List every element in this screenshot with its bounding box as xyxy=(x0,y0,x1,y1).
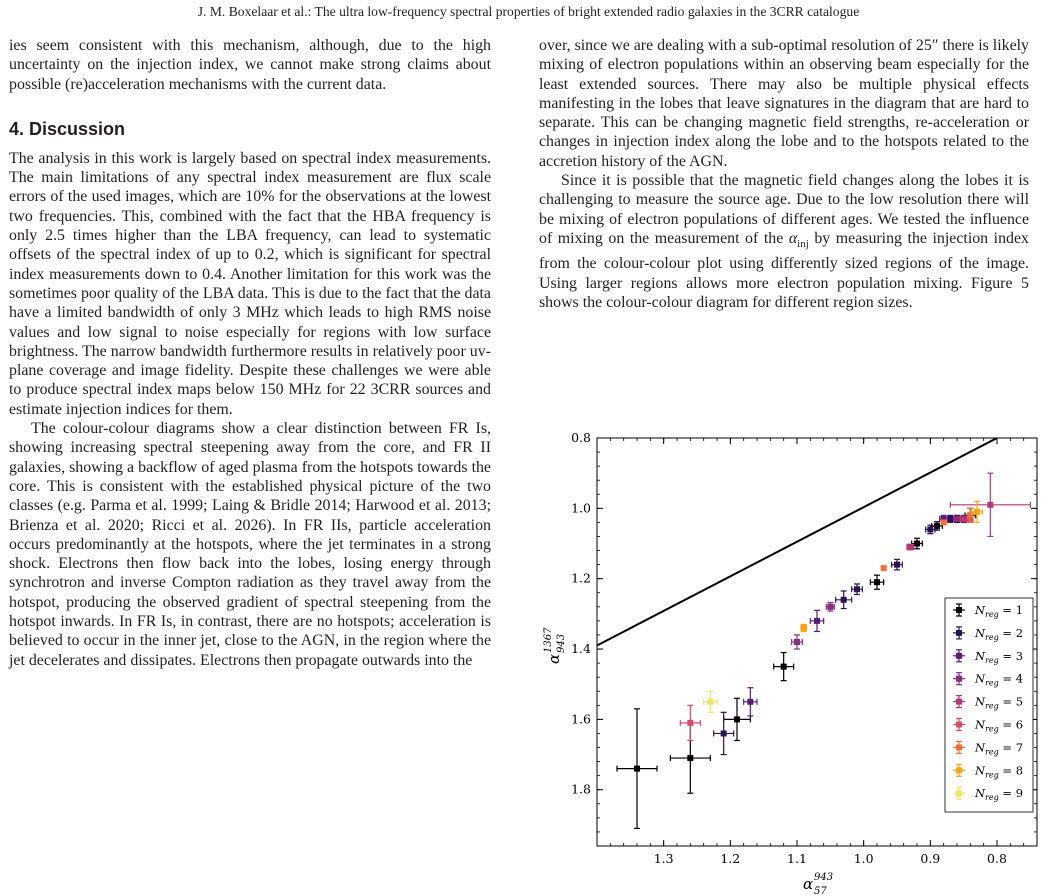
data-point xyxy=(907,544,913,550)
data-point xyxy=(974,509,980,515)
data-point xyxy=(794,639,800,645)
legend-marker xyxy=(956,767,962,773)
legend-marker xyxy=(956,722,962,728)
x-axis-sup: 943 xyxy=(814,872,834,883)
data-point xyxy=(734,716,740,722)
data-point xyxy=(854,586,860,592)
series-1 xyxy=(617,508,976,828)
right-paragraph-1: over, since we are dealing with a sub-optimal resolution of 25″ there is likely mixing of electron populations within an observing beam especially for the least extended sources. There may also be multiple physical effects manifesting in the lobes that leave signatures in the diagram that are hard to separate. This can be changing magnetic field strengths, re-acceleration or changes in injection index along the lobe and to the hotspots related to the accretion history of the AGN. xyxy=(539,37,1029,170)
data-point xyxy=(707,699,713,705)
y-tick-label: 1.0 xyxy=(571,500,591,516)
data-point xyxy=(781,664,787,670)
y-tick-label: 1.2 xyxy=(571,570,591,586)
data-point xyxy=(881,565,887,571)
series-2 xyxy=(714,515,968,754)
legend-entry: $N_{reg} = 1$ xyxy=(975,603,1024,619)
data-point xyxy=(721,730,727,736)
data-point xyxy=(801,625,807,631)
x-tick-label: 0.8 xyxy=(987,851,1007,866)
y-axis-sub: 943 xyxy=(556,633,567,653)
legend-marker xyxy=(956,607,962,613)
legend-marker xyxy=(956,790,962,796)
left-column xyxy=(9,36,491,670)
series-9 xyxy=(704,691,717,712)
discussion-paragraph-2: The colour-colour diagrams show a clear distinction between FR Is, showing increasing spectral steepening away from the core, and FR II galaxies, showing a backflow of aged plasma from the hotspots towards the core. This is consistent with the established physical picture of the two classes (e.g. Parma et al. 1999; Laing & Bridle 2014; Harwood et al. 2013; Brienza et al. 2020; Ricci et al. 2026). In FR IIs, particle acceleration occurs predominantly at the hotspots, where the jet terminates in a strong shock. Electrons then flow back into the lobes, losing energy through synchrotron and inverse Compton radiation as they travel away from the hotspot, producing the observed gradient of spectral steepening from the hotspot inwards. In FR Is, in contrast, there are no hotspots; acceleration is believed to occur in the inner jet, close to the AGN, in the region where the jet decelerates and dissipates. Electrons then propagate outwards into the xyxy=(9,420,491,669)
data-point xyxy=(841,597,847,603)
data-point xyxy=(894,562,900,568)
paragraph-text-a: Since it is possible that the magnetic field changes along the lobes it is challenging to measure the source age. Due to the low resolution there will be mixing of electron populations of different ages. We tested the influence of mixing on the measurement of the xyxy=(539,172,1029,247)
paragraph-text-b: by measuring the injection index from the colour-colour plot using differently sized regions of the image. Using larger regions allows more electron population mixing. Figure 5 shows the colour-colour diagram for different region sizes. xyxy=(539,229,1029,312)
data-point xyxy=(961,516,967,522)
y-tick-label: 0.8 xyxy=(571,430,591,445)
legend-marker xyxy=(956,630,962,636)
section-heading: 4. Discussion xyxy=(9,118,126,139)
data-point xyxy=(914,541,920,547)
intro-paragraph: ies seem consistent with this mechanism, although, due to the high uncertainty on the injection index, we cannot make strong claims about possible (re)acceleration mechanisms with the current data. xyxy=(9,37,491,93)
legend-entry: $N_{reg} = 7$ xyxy=(975,740,1024,757)
legend-entry: $N_{reg} = 5$ xyxy=(975,694,1024,711)
y-tick-label: 1.4 xyxy=(571,641,591,657)
data-point xyxy=(747,699,753,705)
x-axis-label xyxy=(803,875,813,893)
colour-colour-figure xyxy=(539,428,1049,896)
y-tick-label: 1.8 xyxy=(571,781,591,797)
data-point xyxy=(814,618,820,624)
data-point xyxy=(987,502,993,508)
data-point xyxy=(687,755,693,761)
series-6 xyxy=(680,516,973,741)
data-point xyxy=(954,516,960,522)
data-point xyxy=(687,720,693,726)
data-point xyxy=(827,604,833,610)
x-tick-label: 1.2 xyxy=(720,851,741,866)
right-paragraph-2 xyxy=(539,171,1029,312)
legend-entry: $N_{reg} = 9$ xyxy=(975,786,1024,803)
discussion-paragraph-1: The analysis in this work is largely based on spectral index measurements. The main limitations of any spectral index measurement are flux scale errors of the used images, which are 10% for the observations at the lowest two frequencies. This, combined with the fact that the HBA frequency is only 2.5 times higher than the LBA frequency, can lead to systematic offsets of the spectral index of up to 0.2, which is significant for spectral index measurements down to 0.4. Another limitation for this work was the sometimes poor quality of the LBA data. This is due to the fact that the data have a limited bandwidth of only 3 MHz which leads to high RMS noise values and low signal to noise especially for regions with low surface brightness. The narrow bandwidth furthermore results in relatively poor uv-plane coverage and image fidelity. Despite these challenges we were able to produce spectral index maps below 150 MHz for 22 3CRR sources and estimate injection indices for them. xyxy=(9,149,491,418)
x-tick-label: 1.0 xyxy=(853,851,874,866)
legend-entry: $N_{reg} = 4$ xyxy=(975,671,1024,688)
reference-line xyxy=(597,438,997,646)
data-point xyxy=(634,766,640,772)
data-point xyxy=(967,512,973,518)
x-tick-label: 1.3 xyxy=(653,851,674,866)
legend-entry: $N_{reg} = 8$ xyxy=(975,763,1024,780)
colour-colour-chart xyxy=(539,428,1049,896)
x-axis-sub: 57 xyxy=(814,886,827,896)
alpha-symbol: α xyxy=(788,229,798,247)
legend-entry: $N_{reg} = 3$ xyxy=(975,648,1024,665)
legend-marker xyxy=(956,653,962,659)
alpha-subscript: inj xyxy=(797,238,809,251)
y-axis-label xyxy=(543,627,567,664)
legend-entry: $N_{reg} = 2$ xyxy=(975,625,1024,642)
data-point xyxy=(941,519,947,525)
legend-marker xyxy=(956,744,962,750)
y-axis-symbol: α xyxy=(545,653,563,664)
data-point xyxy=(874,579,880,585)
x-tick-label: 0.9 xyxy=(920,851,941,866)
x-axis-symbol: α xyxy=(803,875,814,893)
data-point xyxy=(927,526,933,532)
right-column xyxy=(539,36,1029,312)
x-tick-label: 1.1 xyxy=(787,851,807,866)
y-tick-label: 1.6 xyxy=(571,711,591,727)
y-axis-sup: 1367 xyxy=(543,627,554,653)
running-header: J. M. Boxelaar et al.: The ultra low-frequency spectral properties of bright extended radio galaxies in the 3CRR catalogue xyxy=(197,4,860,19)
legend-marker xyxy=(956,676,962,682)
series-5 xyxy=(907,473,1030,550)
legend-marker xyxy=(956,699,962,705)
legend-entry: $N_{reg} = 6$ xyxy=(975,717,1024,734)
